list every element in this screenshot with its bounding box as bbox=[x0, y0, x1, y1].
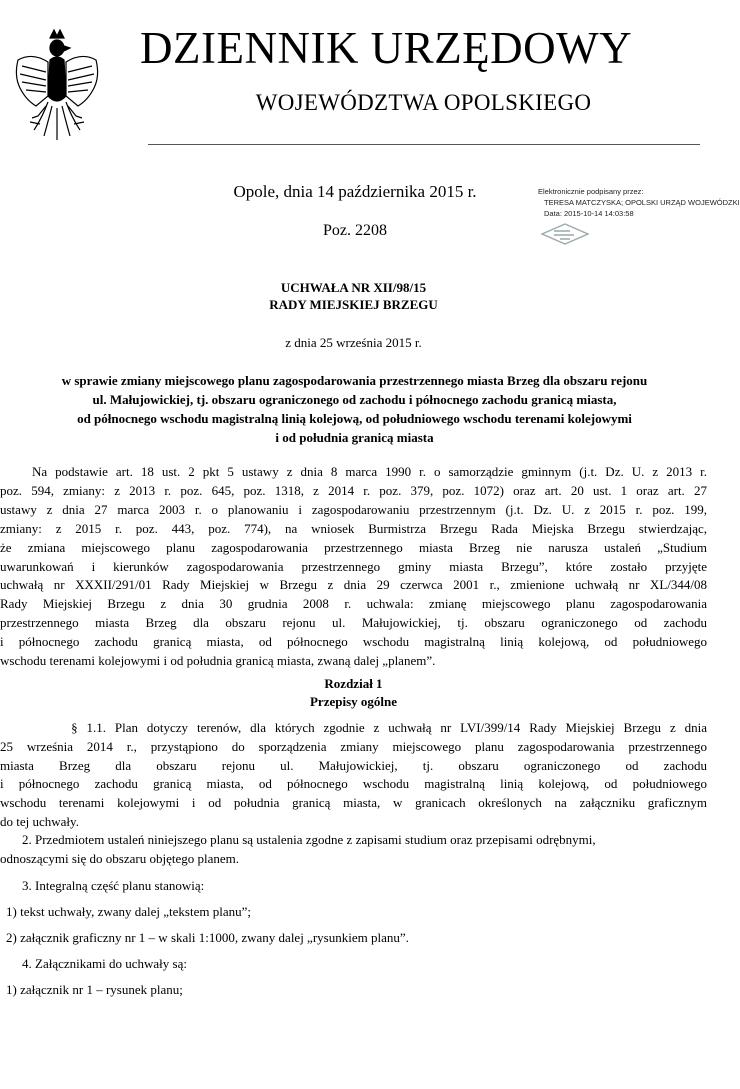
position-number: Poz. 2208 bbox=[323, 222, 387, 239]
preamble-line: uchwałą nr XXXII/291/01 Rady Miejskiej w Brzegu z dnia 29 czerwca 2001 r., zmienione uchwałą nr XL/344/08 bbox=[0, 577, 707, 593]
paragraph-2-cont: odnoszącymi się do obszaru objętego planem. bbox=[0, 851, 239, 866]
gazette-subtitle: WOJEWÓDZTWA OPOLSKIEGO bbox=[255, 90, 592, 115]
esign-date: Data: 2015-10-14 14:03:58 bbox=[544, 209, 634, 218]
preamble-line: Na podstawie art. 18 ust. 2 pkt 5 ustawy z dnia 8 marca 1990 r. o samorządzie gminnym (j.t. Dz. U. z 2013 r. bbox=[0, 464, 707, 479]
resolution-header bbox=[0, 279, 707, 313]
header-divider bbox=[148, 144, 700, 145]
eagle-emblem-icon bbox=[12, 26, 102, 148]
section-line: wschodu terenami kolejowymi i od południa granicą miasta, w granicach określonych na załączniku graficznym bbox=[0, 795, 707, 811]
section-line: i północnego zachodu granicą miasta, od północnego wschodu magistralną linią kolejową, od południowego bbox=[0, 776, 707, 792]
list-item: 1) tekst uchwały, zwany dalej „tekstem planu”; bbox=[6, 904, 251, 919]
preamble-line: zmiany: z 2015 r. poz. 443, poz. 774), na wniosek Burmistrza Brzegu Rada Miejska Brzegu stwierdzając, bbox=[0, 520, 707, 536]
electronic-signature-block bbox=[538, 186, 740, 219]
list-item: 1) załącznik nr 1 – rysunek planu; bbox=[6, 982, 183, 997]
preamble-line: przestrzennego miasta Brzeg dla obszaru rejonu ul. Małujowickiej, tj. obszaru ograniczonego od zachodu bbox=[0, 615, 707, 631]
list-item: 2) załącznik graficzny nr 1 – w skali 1:1000, zwany dalej „rysunkiem planu”. bbox=[6, 930, 409, 945]
section-line: do tej uchwały. bbox=[0, 813, 79, 829]
section-line: miasta Brzeg dla obszaru rejonu ul. Małujowickiej, tj. obszaru ograniczonego od zachodu bbox=[0, 757, 707, 773]
paragraph-4: 4. Załącznikami do uchwały są: bbox=[22, 956, 187, 971]
subject-line: ul. Małujowickiej, tj. obszaru ograniczonego od zachodu i północnego zachodu granicą miasta, bbox=[92, 392, 617, 407]
preamble-line: Rady Miejskiej Brzegu z dnia 30 grudnia 2008 r. uchwala: zmianę miejscowego planu zagospodarowania bbox=[0, 596, 707, 612]
esign-heading: Elektronicznie podpisany przez: bbox=[538, 187, 644, 196]
preamble bbox=[0, 463, 707, 671]
chapter-name: Przepisy ogólne bbox=[309, 694, 397, 709]
section-line: § 1.1. Plan dotyczy terenów, dla których zgodnie z uchwałą nr LVI/399/14 Rady Miejskiej Brzegu z dnia bbox=[0, 720, 707, 735]
chapter-heading bbox=[0, 675, 707, 711]
resolution-number: UCHWAŁA NR XII/98/15 bbox=[280, 280, 427, 295]
subject-line: i od południa granicą miasta bbox=[275, 430, 434, 445]
signature-stamp-icon bbox=[540, 222, 590, 246]
subject-line: w sprawie zmiany miejscowego planu zagospodarowania przestrzennego miasta Brzeg dla obszaru rejonu bbox=[61, 373, 648, 388]
place-date: Opole, dnia 14 października 2015 r. bbox=[233, 182, 477, 201]
preamble-line: że zmiana miejscowego planu zagospodarowania przestrzennego miasta Brzeg nie narusza ustaleń „Studium bbox=[0, 539, 707, 555]
preamble-line: uwarunkowań i kierunków zagospodarowania przestrzennego gminy miasta Brzegu”, które zostało przyjęte bbox=[0, 558, 707, 574]
paragraph-3: 3. Integralną część planu stanowią: bbox=[22, 878, 205, 893]
resolution-subject bbox=[2, 371, 707, 447]
subject-line: od północnego wschodu magistralną linią kolejową, od południowego wschodu terenami kolejowymi bbox=[77, 411, 632, 426]
preamble-line: poz. 594, zmiany: z 2013 r. poz. 645, poz. 1318, z 2014 r. poz. 379, poz. 1072) oraz art. 20 ust. 1 oraz art. 27 bbox=[0, 482, 707, 498]
preamble-line: i północnego zachodu granicą miasta, od północnego wschodu magistralną linią kolejową, od południowego bbox=[0, 634, 707, 650]
preamble-line: ustawy z dnia 27 marca 2003 r. o planowaniu i zagospodarowaniu przestrzennym (j.t. Dz. U. z 2015 r. poz. 199, bbox=[0, 501, 707, 517]
resolution-body: RADY MIEJSKIEJ BRZEGU bbox=[269, 297, 438, 312]
preamble-line: wschodu terenami kolejowymi i od południa granicą miasta, zwaną dalej „planem”. bbox=[0, 653, 436, 669]
resolution-date: z dnia 25 września 2015 r. bbox=[285, 335, 422, 350]
gazette-title: DZIENNIK URZĘDOWY bbox=[140, 23, 633, 73]
section-1 bbox=[0, 719, 707, 832]
section-line: 25 września 2014 r., przystąpiono do sporządzenia zmiany miejscowego planu zagospodarowania przestrzennego bbox=[0, 738, 707, 754]
paragraph-2: 2. Przedmiotem ustaleń niniejszego planu są ustalenia zgodne z zapisami studium oraz przepisami odrębnymi, bbox=[22, 832, 596, 847]
chapter-number: Rozdział 1 bbox=[324, 676, 383, 691]
esign-signer: TERESA MATCZYSKA; OPOLSKI URZĄD WOJEWÓDZKI bbox=[544, 198, 740, 207]
